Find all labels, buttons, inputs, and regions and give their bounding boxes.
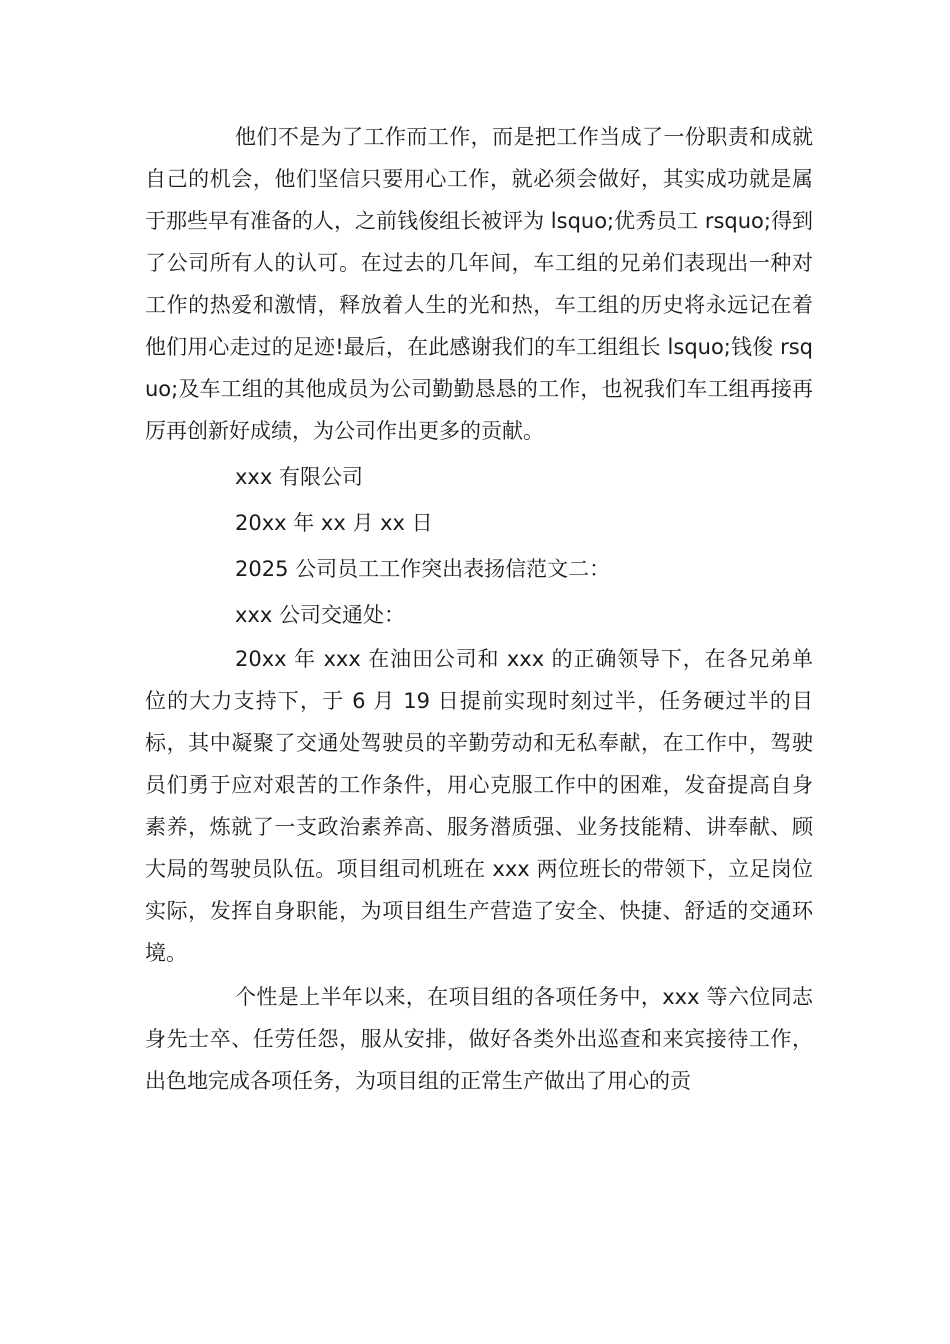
paragraph-details: 个性是上半年以来，在项目组的各项任务中，xxx 等六位同志身先士卒、任劳任怨，服从安排，做好各类外出巡查和来宾接待工作，出色地完成各项任务，为项目组的正常生产做出了用心的贡 — [145, 985, 813, 1093]
paragraph-praise-conclusion: 他们不是为了工作而工作，而是把工作当成了一份职责和成就自己的机会，他们坚信只要用心工作，就必须会做好，其实成功就是属于那些早有准备的人，之前钱俊组长被评为 lsquo;优秀员工 rsquo;得到了公司所有人的认可。在过去的几年间，车工组的兄弟们表现出一种对工作的热爱和激情，释放着人生的光和热，车工组的历史将永远记在着他们用心走过的足迹!最后，在此感谢我们的车工组组长 lsquo;钱俊 rsquo;及车工组的其他成员为公司勤勤恳恳的工作，也祝我们车工组再接再厉再创新好成绩，为公司作出更多的贡献。 — [145, 125, 813, 443]
letter-salutation: xxx 公司交通处： — [235, 603, 405, 627]
signature-company: xxx 有限公司 — [235, 465, 363, 489]
section-heading: 2025 公司员工工作突出表扬信范文二： — [235, 557, 611, 581]
signature-date: 20xx 年 xx 月 xx 日 — [235, 511, 433, 535]
document-body — [145, 116, 813, 1104]
paragraph-achievement: 20xx 年 xxx 在油田公司和 xxx 的正确领导下，在各兄弟单位的大力支持下，于 6 月 19 日提前实现时刻过半，任务硬过半的目标，其中凝聚了交通处驾驶员的辛勤劳动和无私奉献，在工作中，驾驶员们勇于应对艰苦的工作条件，用心克服工作中的困难，发奋提高自身素养，炼就了一支政治素养高、服务潜质强、业务技能精、讲奉献、顾大局的驾驶员队伍。项目组司机班在 xxx 两位班长的带领下，立足岗位实际，发挥自身职能，为项目组生产营造了安全、快捷、舒适的交通环境。 — [145, 647, 813, 965]
